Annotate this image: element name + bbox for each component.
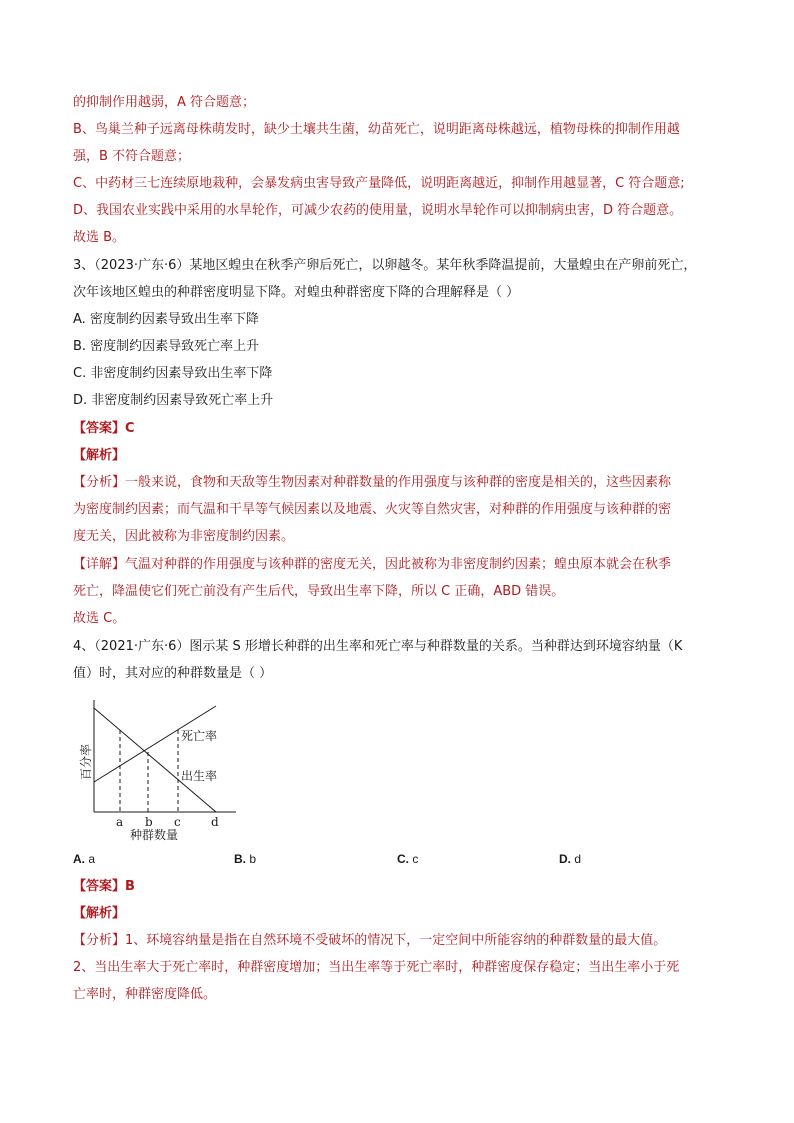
text-line: 的抑制作用越弱，A 符合题意； [73, 95, 256, 110]
x-axis-label: 种群数量 [130, 828, 179, 842]
analysis-text: 度无关，因此被称为非密度制约因素。 [73, 529, 295, 544]
question-3-stem: 3、（2023·广东·6）某地区蝗虫在秋季产卵后死亡，以卵越冬。某年秋季降温提前，大量蝗虫在产卵前死亡， [73, 258, 697, 273]
text-line: 强，B 不符合题意； [73, 149, 191, 164]
y-axis-label: 百分率 [79, 743, 93, 780]
analysis-text: 2、当出生率大于死亡率时，种群密度增加；当出生率等于死亡率时，种群密度保存稳定；当出生率小于死 [73, 960, 680, 975]
tick-label: b [145, 815, 153, 829]
option-b: B. 密度制约因素导致死亡率上升 [73, 339, 260, 354]
answer-label: 【答案】C [73, 421, 135, 436]
analysis-text: 【分析】1、环境容纳量是指在自然环境不受破坏的情况下，一定空间中所能容纳的种群数量的最大值。 [73, 933, 667, 948]
death-rate-label: 死亡率 [181, 729, 218, 743]
birth-rate-label: 出生率 [181, 769, 218, 783]
option-d: D. 非密度制约因素导致死亡率上升 [73, 393, 274, 408]
birth-death-rate-figure [76, 692, 246, 842]
option-d: D. d [559, 852, 582, 866]
tick-label: c [174, 815, 181, 829]
analysis-text: 【分析】一般来说，食物和天敌等生物因素对种群数量的作用强度与该种群的密度是相关的，这些因素称 [73, 475, 672, 490]
text-line: D、我国农业实践中采用的水旱轮作，可减少农药的使用量，说明水旱轮作可以抑制病虫害，D 符合题意。 [73, 203, 683, 218]
analysis-label: 【解析】 [73, 906, 126, 921]
text-line: C、中药材三七连续原地栽种，会暴发病虫害导致产量降低，说明距离越近，抑制作用越显著，C 符合题意; [73, 176, 685, 191]
question-3-stem: 次年该地区蝗虫的种群密度明显下降。对蝗虫种群密度下降的合理解释是（ ） [73, 285, 520, 300]
option-a: A. a [73, 852, 96, 866]
option-b: B. b [234, 852, 257, 866]
option-c: C. 非密度制约因素导致出生率下降 [73, 366, 273, 381]
birth-rate-line [94, 708, 216, 812]
detail-text: 【详解】气温对种群的作用强度与该种群的密度无关，因此被称为非密度制约因素；蝗虫原本就会在秋季 [73, 557, 672, 572]
detail-text: 死亡，降温使它们死亡前没有产生后代，导致出生率下降，所以 C 正确，ABD 错误。 [73, 584, 565, 599]
analysis-text: 亡率时，种群密度降低。 [73, 987, 217, 1002]
tick-label: d [211, 815, 219, 829]
tick-label: a [116, 815, 124, 829]
analysis-label: 【解析】 [73, 448, 126, 463]
text-line: 故选 B。 [73, 230, 126, 245]
conclusion-text: 故选 C。 [73, 611, 126, 626]
option-c: C. c [397, 852, 419, 866]
answer-label: 【答案】B [73, 879, 135, 894]
analysis-text: 为密度制约因素；而气温和干旱等气候因素以及地震、火灾等自然灾害，对种群的作用强度与该种群的密 [73, 502, 672, 517]
question-4-stem: 4、（2021·广东·6）图示某 S 形增长种群的出生率和死亡率与种群数量的关系。当种群达到环境容纳量（K [73, 639, 683, 654]
text-line: B、鸟巢兰种子远离母株萌发时，缺少土壤共生菌，幼苗死亡，说明距离母株越远，植物母株的抑制作用越 [73, 122, 680, 137]
option-a: A. 密度制约因素导致出生率下降 [73, 312, 259, 327]
question-4-stem: 值）时，其对应的种群数量是（ ） [73, 666, 273, 681]
